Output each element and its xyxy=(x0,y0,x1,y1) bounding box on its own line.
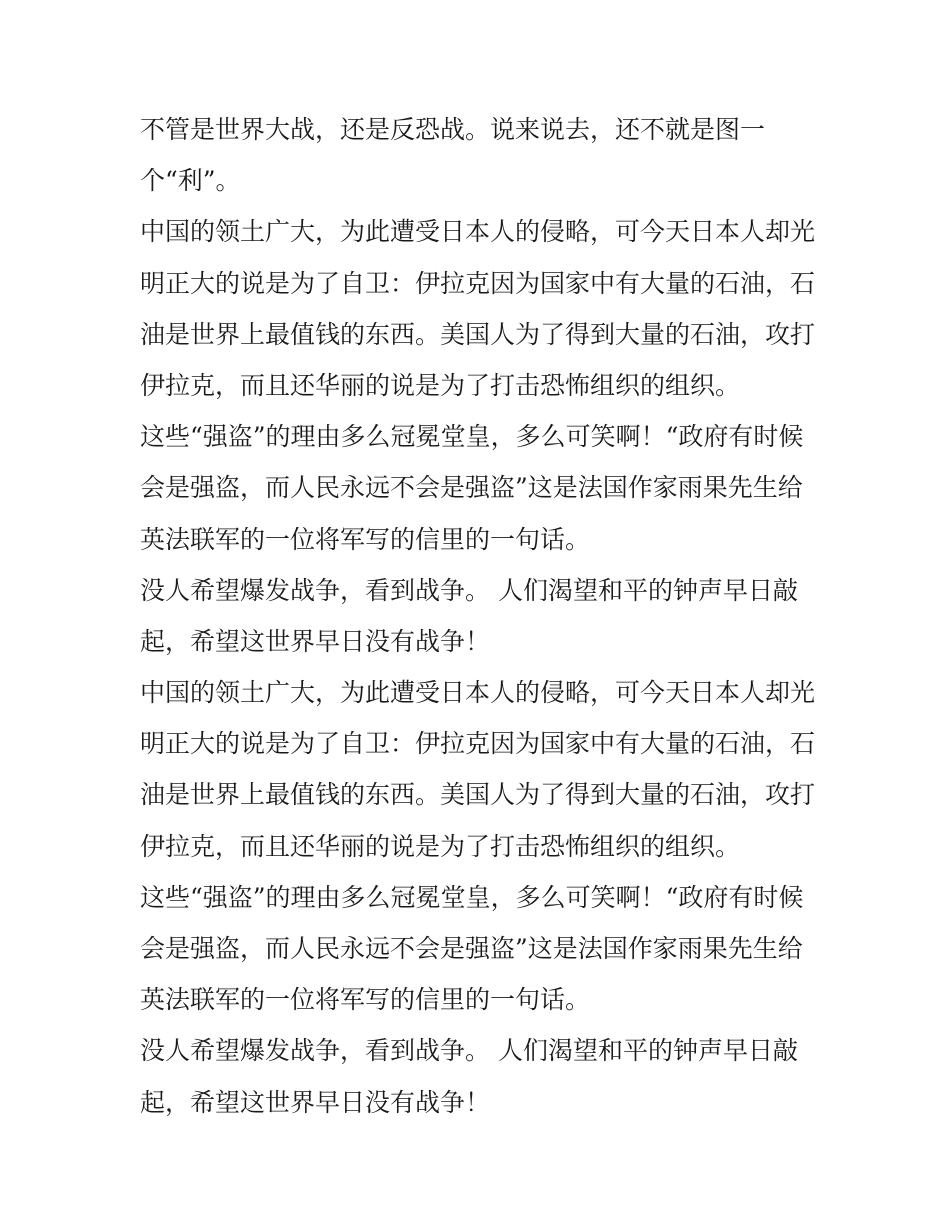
text-line: 起，希望这世界早日没有战争！ xyxy=(140,1087,491,1117)
document-body xyxy=(140,104,830,1128)
text-line: 明正大的说是为了自卫：伊拉克因为国家中有大量的石油，石 xyxy=(140,729,816,759)
text-line: 伊拉克，而且还华丽的说是为了打击恐怖组织的组织。 xyxy=(140,831,741,861)
text-line: 英法联军的一位将军写的信里的一句话。 xyxy=(140,524,591,554)
text-line: 个“利”。 xyxy=(140,166,241,196)
text-line: 油是世界上最值钱的东西。美国人为了得到大量的石油，攻打 xyxy=(140,780,816,810)
text-line: 起，希望这世界早日没有战争！ xyxy=(140,626,491,656)
text-line: 明正大的说是为了自卫：伊拉克因为国家中有大量的石油，石 xyxy=(140,268,816,298)
text-line: 伊拉克，而且还华丽的说是为了打击恐怖组织的组织。 xyxy=(140,370,741,400)
text-line: 没人希望爆发战争，看到战争。 人们渴望和平的钟声早日敲 xyxy=(140,1036,798,1066)
text-line: 这些“强盗”的理由多么冠冕堂皇，多么可笑啊！“政府有时候 xyxy=(140,422,804,452)
text-line: 不管是世界大战，还是反恐战。说来说去，还不就是图一 xyxy=(140,115,766,144)
text-line: 这些“强盗”的理由多么冠冕堂皇，多么可笑啊！“政府有时候 xyxy=(140,882,804,912)
text-line: 中国的领土广大，为此遭受日本人的侵略，可今天日本人却光 xyxy=(140,678,816,708)
text-line: 会是强盗，而人民永远不会是强盗”这是法国作家雨果先生给 xyxy=(140,473,803,503)
text-line: 英法联军的一位将军写的信里的一句话。 xyxy=(140,985,591,1015)
text-line: 会是强盗，而人民永远不会是强盗”这是法国作家雨果先生给 xyxy=(140,934,803,963)
text-line: 没人希望爆发战争，看到战争。 人们渴望和平的钟声早日敲 xyxy=(140,575,798,605)
text-line: 油是世界上最值钱的东西。美国人为了得到大量的石油，攻打 xyxy=(140,319,816,349)
text-line: 中国的领土广大，为此遭受日本人的侵略，可今天日本人却光 xyxy=(140,217,816,247)
